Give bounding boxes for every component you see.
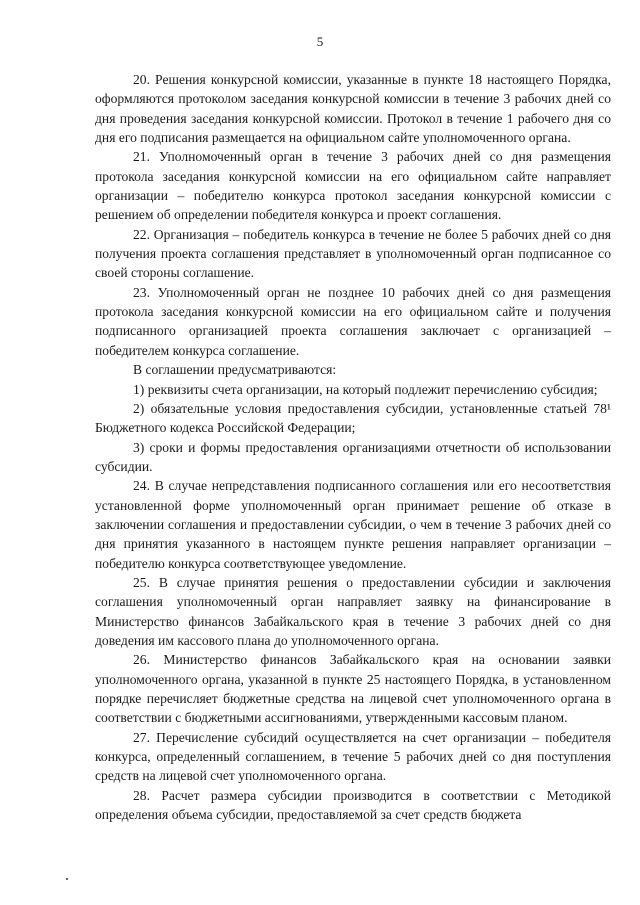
paragraph-22: 22. Организация – победитель конкурса в течение не более 5 рабочих дней со дня получения проекта соглашения представляет в уполномоченный орган подписанное со своей стороны соглашение.: [95, 226, 611, 281]
page-number: 5: [316, 34, 324, 49]
provision-2: 2) обязательные условия предоставления субсидии, установленные статьей 78¹ Бюджетного кодекса Российской Федерации;: [95, 400, 611, 436]
paragraph-21: 21. Уполномоченный орган в течение 3 рабочих дней со дня размещения протокола заседания конкурсной комиссии на его официальном сайте направляет организации – победителю конкурса протокол заседания конкурсной комиссии с решением об определении победителя конкурса и проект соглашения.: [95, 149, 611, 223]
agreement-provisions-intro: В соглашении предусматриваются:: [133, 362, 337, 378]
provision-3: 3) сроки и формы предоставления организациями отчетности об использовании субсидии.: [95, 439, 611, 474]
paragraph-27: 27. Перечисление субсидий осуществляется на счет организации – победителя конкурса, определенный соглашением, в течение 5 рабочих дней со дня поступления средств на лицевой счет уполномоченного органа.: [95, 729, 611, 784]
document-body: [95, 70, 611, 824]
scan-speck: [66, 878, 68, 880]
provision-1: 1) реквизиты счета организации, на который подлежит перечислению субсидия;: [133, 381, 598, 397]
paragraph-24: 24. В случае непредставления подписанного соглашения или его несоответствия установленной форме уполномоченный орган принимает решение об отказе в заключении соглашения и предоставлении субсидии, о чем в течение 3 рабочих дней со дня принятия указанного в настоящем пункте решения направляет организации – победителю конкурса соответствующее уведомление.: [95, 478, 611, 571]
paragraph-25: 25. В случае принятия решения о предоставлении субсидии и заключения соглашения уполномоченный орган направляет заявку на финансирование в Министерство финансов Забайкальского края в течение 3 рабочих дней со дня доведения им кассового плана до уполномоченного органа.: [95, 574, 611, 648]
paragraph-20: 20. Решения конкурсной комиссии, указанные в пункте 18 настоящего Порядка, оформляются протоколом заседания конкурсной комиссии в течение 3 рабочих дней со дня проведения заседания конкурсной комиссии. Протокол в течение 1 рабочего дня со дня его подписания размещается на официальном сайте уполномоченного органа.: [95, 72, 611, 146]
paragraph-26: 26. Министерство финансов Забайкальского края на основании заявки уполномоченного органа, указанной в пункте 25 настоящего Порядка, в установленном порядке перечисляет бюджетные средства на лицевой счет уполномоченного органа в соответствии с бюджетными ассигнованиями, утвержденными кассовым планом.: [95, 652, 611, 726]
paragraph-28: 28. Расчет размера субсидии производится в соответствии с Методикой определения объема субсидии, предоставляемой за счет средств бюджета: [95, 787, 611, 823]
paragraph-23: 23. Уполномоченный орган не позднее 10 рабочих дней со дня размещения протокола заседания конкурсной комиссии на его официальном сайте и получения подписанного организацией проекта соглашения заключает с организацией – победителем конкурса соглашение.: [95, 284, 611, 358]
